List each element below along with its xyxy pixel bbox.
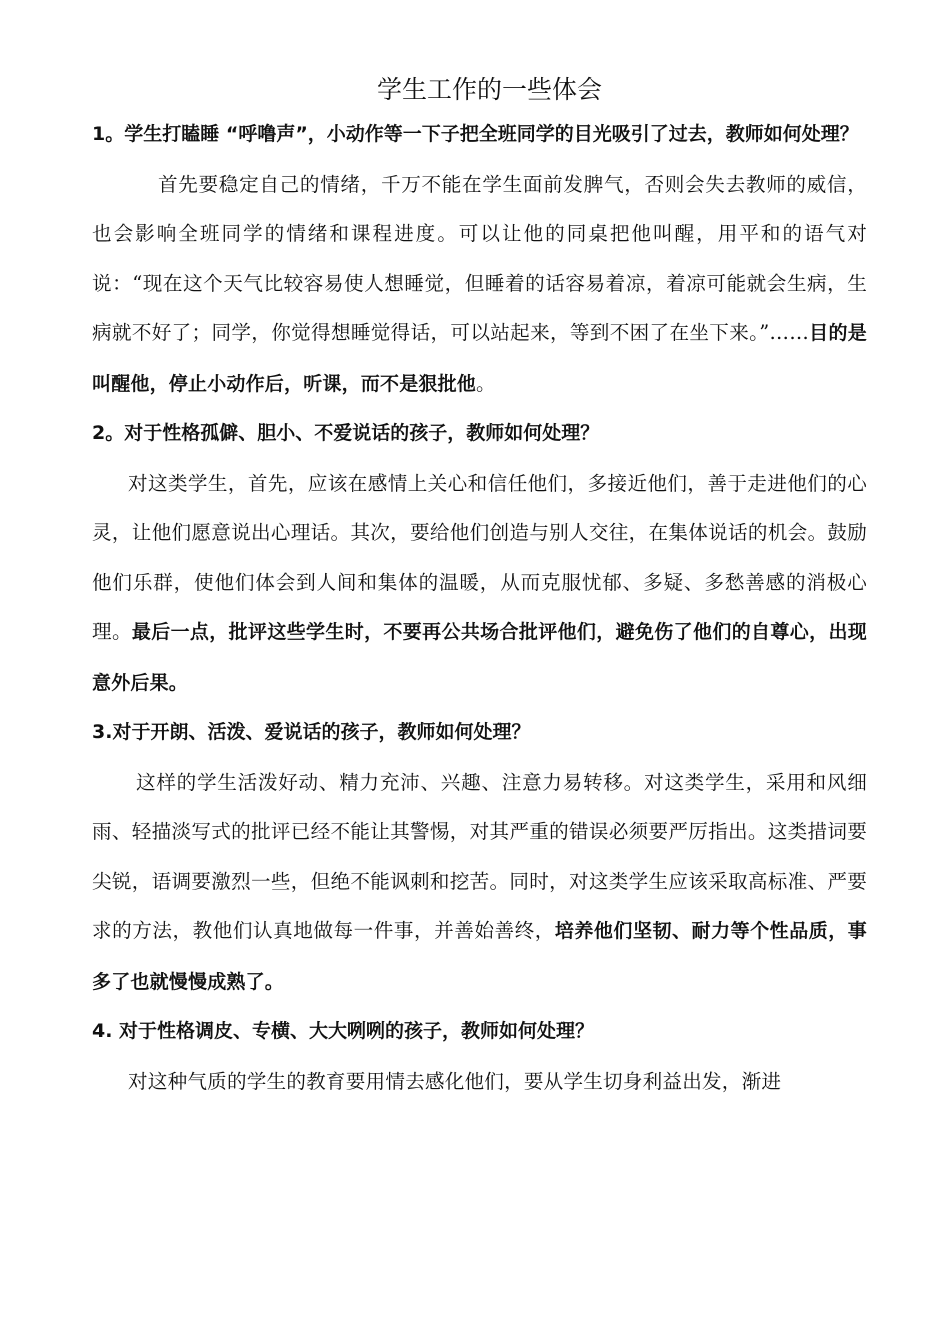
- answer-1-text: 首先要稳定自己的情绪，千万不能在学生面前发脾气，否则会失去教师的威信，也会影响全班同学的情绪和课程进度。可以让他的同桌把他叫醒，用平和的语气对说：“现在这个天气比较容易使人想睡觉，但睡着的话容易着凉，着凉可能就会生病，生病就不好了；同学，你觉得想睡觉得话，可以站起来，等到不困了在坐下来。”……: [92, 172, 867, 344]
- answer-2-text: 对这类学生，首先，应该在感情上关心和信任他们，多接近他们，善于走进他们的心灵，让他们愿意说出心理话。其次，要给他们创造与别人交往，在集体说话的机会。鼓励他们乐群，使他们体会到人间和集体的温暖，从而克服忧郁、多疑、多愁善感的消极心理。: [92, 471, 867, 643]
- answer-3: [92, 758, 867, 1008]
- answer-3-emphasis: 培养他们坚韧、耐力等个性品质，事多了也就慢慢成熟了。: [92, 920, 867, 993]
- answer-2: [92, 459, 867, 709]
- answer-4: [92, 1057, 867, 1107]
- answer-1: [92, 160, 867, 410]
- answer-1-tail: 。: [476, 371, 496, 395]
- question-3: 3.对于开朗、活泼、爱说话的孩子，教师如何处理？: [92, 721, 531, 743]
- document-title: 学生工作的一些体会: [376, 75, 602, 104]
- answer-3-text: 这样的学生活泼好动、精力充沛、兴趣、注意力易转移。对这类学生，采用和风细雨、轻描淡写式的批评已经不能让其警惕，对其严重的错误必须要严厉指出。这类措词要尖锐，语调要激烈一些，但绝不能讽刺和挖苦。同时，对这类学生应该采取高标准、严要求的方法，教他们认真地做每一件事，并善始善终，: [92, 770, 867, 942]
- question-4: 4. 对于性格调皮、专横、大大咧咧的孩子，教师如何处理？: [92, 1020, 595, 1042]
- question-2: 2。对于性格孤僻、胆小、不爱说话的孩子，教师如何处理？: [92, 422, 600, 444]
- answer-4-text: 对这种气质的学生的教育要用情去感化他们，要从学生切身利益出发，渐进: [128, 1069, 782, 1093]
- question-1: 1。学生打瞌睡 “呼噜声”，小动作等一下子把全班同学的目光吸引了过去，教师如何处理？: [92, 123, 859, 145]
- document-page: [92, 70, 867, 1106]
- answer-2-emphasis: 最后一点，批评这些学生时，不要再公共场合批评他们，避免伤了他们的自尊心，出现意外后果。: [92, 621, 867, 694]
- answer-1-emphasis: 目的是叫醒他，停止小动作后，听课，而不是狠批他: [92, 322, 867, 395]
